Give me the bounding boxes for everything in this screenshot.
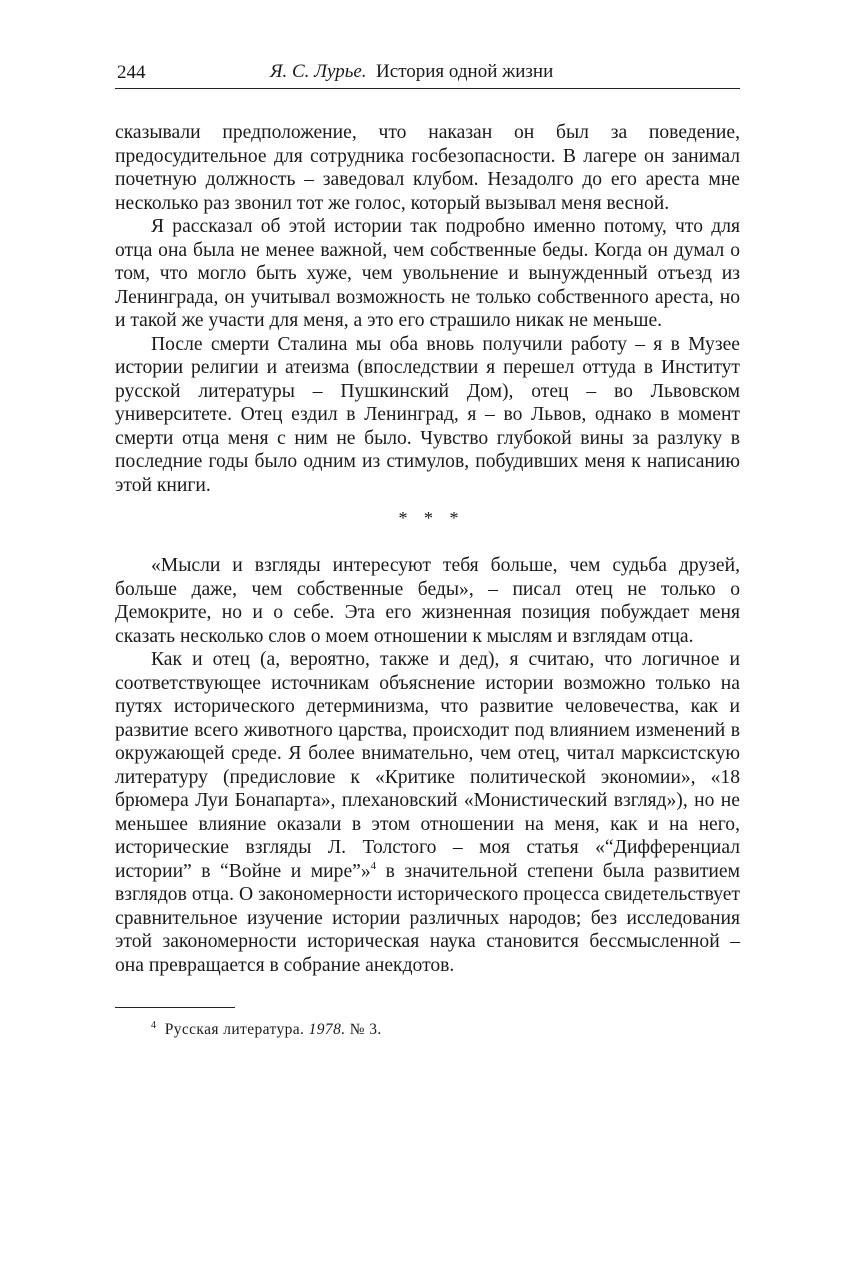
- footnote-marker: 4: [151, 1020, 157, 1031]
- paragraph-3: После смерти Сталина мы оба вновь получили работу – я в Музее истории религии и атеизма (впоследствии я перешел оттуда в Институт русской литературы – Пушкинский Дом), отец – во Львовском университете. Отец ездил в Ленинград, я – во Львов, однако в момент смерти отца меня с ним не было. Чувство глубокой вины за разлуку в последние годы было одним из стимулов, побудивших меня к написанию этой книги.: [115, 333, 740, 496]
- paragraph-5: [115, 648, 740, 977]
- footnote-reference[interactable]: 4: [370, 859, 377, 872]
- paragraph-1: сказывали предположение, что наказан он был за поведение, предосудительное для сотрудника госбезопасности. В лагере он занимал почетную должность – заведовал клубом. Незадолго до его ареста мне несколько раз звонил тот же голос, который вызывал меня весной.: [115, 122, 740, 214]
- footnote-issue: № 3.: [349, 1021, 382, 1038]
- section-separator: * * *: [398, 508, 465, 528]
- book-page: [115, 56, 740, 1039]
- footnote-year: 1978.: [308, 1021, 346, 1038]
- main-text: [115, 121, 740, 977]
- running-header: [115, 56, 740, 89]
- paragraph-4: «Мысли и взгляды интересуют тебя больше, чем судьба друзей, больше даже, чем собственные беды», – писал отец не только о Демокрите, но и о себе. Эта его жизненная позиция побуждает меня сказать несколько слов о моем отношении к мыслям и взглядам отца.: [115, 555, 740, 647]
- paragraph-5-text-a: Как и отец (а, вероятно, также и дед), я считаю, что логичное и соответствующее источникам объяснение истории возможно только на путях исторического детерминизма, что развитие человечества, как и развитие всего животного царства, происходит под влиянием изменений в окружающей среде. Я более внимательно, чем отец, читал марксистскую литературу (предисловие к «Критике политической экономии», «18 брюмера Луи Бонапарта», плехановский «Монистический взгляд»), но не меньшее влияние оказали в этом отношении на меня, как и на него, исторические взгляды Л. Толстого – моя статья «“Дифференциал истории” в “Войне и мире”»: [115, 649, 740, 882]
- footnote: [115, 1020, 740, 1039]
- footnote-source: Русская литература.: [164, 1021, 305, 1038]
- running-title: [270, 61, 553, 83]
- paragraph-2: Я рассказал об этой истории так подробно именно потому, что для отца она была не менее важной, чем собственные беды. Когда он думал о том, что могло быть хуже, чем увольнение и вынужденный отъезд из Ленинграда, он учитывал возможность не только собственного ареста, но и такой же участи для меня, а это его страшило никак не меньше.: [115, 216, 740, 331]
- footnote-divider: [115, 1007, 235, 1008]
- page-number: 244: [117, 62, 146, 83]
- book-title: История одной жизни: [376, 61, 554, 82]
- author-name: Я. С. Лурье.: [270, 61, 367, 82]
- paragraph-5-text-b: в значительной степени была развитием взглядов отца. О закономерности исторического процесса свидетельствует сравнительное изучение истории различных народов; без исследования этой закономерности историческая наука становится бессмысленной – она превращается в собрание анекдотов.: [115, 860, 741, 976]
